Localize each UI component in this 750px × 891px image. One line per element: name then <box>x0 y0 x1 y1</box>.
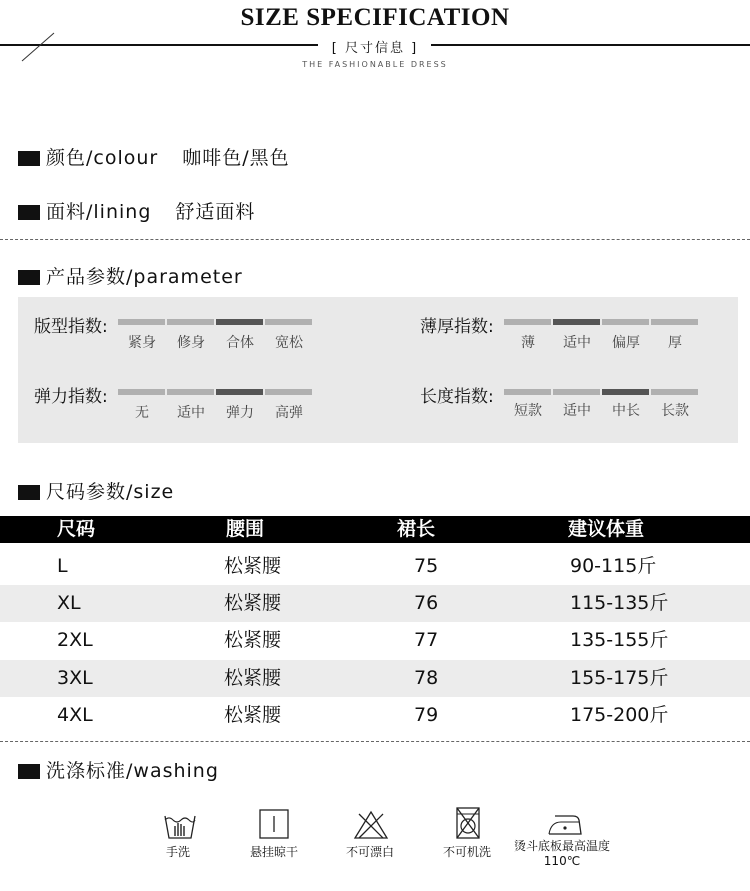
cell-weight: 90-115斤 <box>570 555 657 577</box>
bullet-square-icon <box>18 485 40 500</box>
parameter-heading-text: 产品参数/parameter <box>46 266 243 288</box>
size-heading-text: 尺码参数/size <box>46 481 175 503</box>
thickness-option: 薄 <box>521 335 535 351</box>
header-subtitle: [ 尺寸信息 ] <box>331 41 419 56</box>
cell-length: 79 <box>414 704 439 726</box>
hand-wash-label: 手洗 <box>165 845 190 859</box>
page-title: SIZE SPECIFICATION <box>240 4 510 31</box>
column-header-weight: 建议体重 <box>568 518 645 540</box>
cell-size: 3XL <box>57 667 93 689</box>
iron-label: 烫斗底板最高温度110℃ <box>513 839 610 868</box>
elasticity-index-label: 弹力指数: <box>34 387 108 407</box>
divider <box>0 741 750 742</box>
cell-size: 4XL <box>57 704 93 726</box>
thickness-option: 厚 <box>668 335 682 351</box>
colour-label: 颜色/colour <box>46 147 159 169</box>
cell-length: 77 <box>414 629 439 651</box>
cell-waist: 松紧腰 <box>224 592 282 614</box>
cell-length: 75 <box>414 555 439 577</box>
thickness-index-segment <box>602 319 649 325</box>
length-index-label: 长度指数: <box>420 387 494 407</box>
no-bleach-label: 不可漂白 <box>345 845 394 859</box>
cell-length: 76 <box>414 592 439 614</box>
fit-option: 宽松 <box>275 335 303 351</box>
hand-wash-icon <box>160 808 200 842</box>
parameter-heading <box>18 262 243 289</box>
cell-size: L <box>57 555 68 577</box>
cell-weight: 135-155斤 <box>570 629 669 651</box>
washing-heading-text: 洗涤标准/washing <box>46 760 219 782</box>
elasticity-option: 适中 <box>177 405 205 421</box>
colour-value: 咖啡色/黑色 <box>182 147 290 169</box>
cell-waist: 松紧腰 <box>224 667 282 689</box>
elasticity-index-segment <box>265 389 312 395</box>
decorative-slash-icon <box>18 32 58 62</box>
fit-option: 紧身 <box>128 335 156 351</box>
elasticity-option: 高弹 <box>275 405 303 421</box>
length-option: 适中 <box>563 403 591 419</box>
lining-row <box>18 197 255 224</box>
thickness-option: 偏厚 <box>612 335 640 351</box>
fit-option: 合体 <box>226 335 254 351</box>
table-row <box>0 660 750 697</box>
cell-length: 78 <box>414 667 439 689</box>
length-option: 长款 <box>661 403 689 419</box>
fit-index-label: 版型指数: <box>34 317 108 337</box>
cell-size: XL <box>57 592 81 614</box>
table-row <box>0 585 750 622</box>
length-index-segment-selected <box>602 389 649 395</box>
lining-value: 舒适面料 <box>175 201 256 223</box>
bullet-square-icon <box>18 764 40 779</box>
fit-index-segment <box>167 319 214 325</box>
cell-waist: 松紧腰 <box>224 704 282 726</box>
lining-label: 面料/lining <box>46 201 152 223</box>
no-bleach-icon <box>351 808 391 842</box>
washing-heading <box>18 756 219 783</box>
hang-dry-icon <box>254 808 294 842</box>
cell-weight: 155-175斤 <box>570 667 669 689</box>
header-tagline: THE FASHIONABLE DRESS <box>302 60 448 69</box>
thickness-index-segment <box>651 319 698 325</box>
iron-icon <box>545 808 585 842</box>
thickness-option: 适中 <box>563 335 591 351</box>
bullet-square-icon <box>18 151 40 166</box>
length-index-segment <box>651 389 698 395</box>
elasticity-index-segment <box>118 389 165 395</box>
size-table-header <box>0 516 750 543</box>
no-machine-wash-icon <box>448 806 488 840</box>
parameter-panel <box>18 297 738 443</box>
length-index-segment <box>504 389 551 395</box>
table-row <box>0 622 750 659</box>
table-row <box>0 548 750 585</box>
table-row <box>0 697 750 734</box>
cell-weight: 175-200斤 <box>570 704 669 726</box>
elasticity-index-segment <box>167 389 214 395</box>
colour-row <box>18 143 290 170</box>
fit-index-segment-selected <box>216 319 263 325</box>
length-index-segment <box>553 389 600 395</box>
fit-option: 修身 <box>177 335 205 351</box>
fit-index-segment <box>118 319 165 325</box>
cell-size: 2XL <box>57 629 93 651</box>
column-header-size: 尺码 <box>57 518 96 540</box>
hang-dry-label: 悬挂晾干 <box>249 845 298 859</box>
bullet-square-icon <box>18 205 40 220</box>
length-option: 中长 <box>612 403 640 419</box>
cell-waist: 松紧腰 <box>224 555 282 577</box>
size-heading <box>18 477 174 504</box>
elasticity-option: 无 <box>135 405 149 421</box>
divider <box>0 239 750 240</box>
fit-index-segment <box>265 319 312 325</box>
column-header-length: 裙长 <box>397 518 436 540</box>
thickness-index-segment <box>504 319 551 325</box>
elasticity-option: 弹力 <box>226 405 254 421</box>
thickness-index-label: 薄厚指数: <box>420 317 494 337</box>
thickness-index-segment-selected <box>553 319 600 325</box>
elasticity-index-segment-selected <box>216 389 263 395</box>
no-machine-wash-label: 不可机洗 <box>442 845 491 859</box>
column-header-waist: 腰围 <box>226 518 265 540</box>
cell-waist: 松紧腰 <box>224 629 282 651</box>
cell-weight: 115-135斤 <box>570 592 669 614</box>
length-option: 短款 <box>514 403 542 419</box>
bullet-square-icon <box>18 270 40 285</box>
